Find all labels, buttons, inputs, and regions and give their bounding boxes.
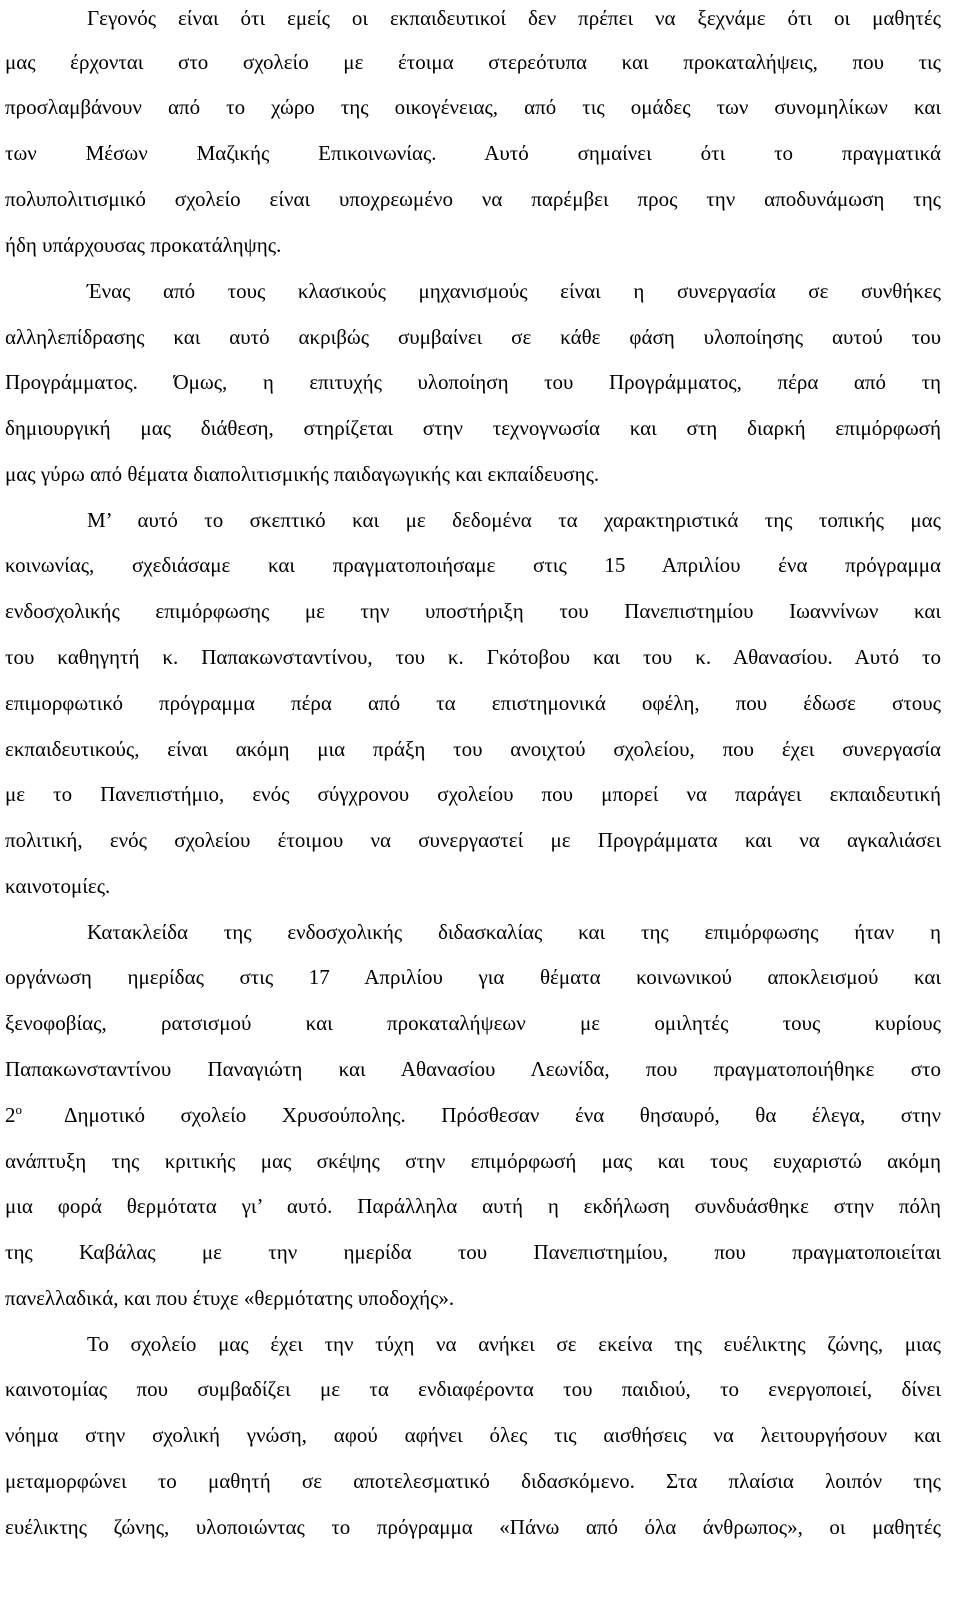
text-line: Μ’ αυτό το σκεπτικό και με δεδομένα τα χαρακτηριστικά της τοπικής μας [87, 508, 941, 532]
text-line: νόημα στην σχολική γνώση, αφού αφήνει όλες τις αισθήσεις να λειτουργήσουν και [5, 1423, 941, 1447]
text-line: ήδη υπάρχουσας προκατάληψης. [5, 233, 282, 257]
text-line: πολιτική, ενός σχολείου έτοιμου να συνεργαστεί με Προγράμματα και να αγκαλιάσει [5, 828, 941, 852]
text-line: προσλαμβάνουν από το χώρο της οικογένειας, από τις ομάδες των συνομηλίκων και [5, 95, 941, 119]
text-line: Παπακωνσταντίνου Παναγιώτη και Αθανασίου Λεωνίδα, που πραγματοποιήθηκε στο [5, 1057, 941, 1081]
text-line: Κατακλείδα της ενδοσχολικής διδασκαλίας και της επιμόρφωσης ήταν η [87, 920, 941, 944]
text-line: των Μέσων Μαζικής Επικοινωνίας. Αυτό σημαίνει ότι το πραγματικά [5, 141, 941, 165]
text-line: Δημοτικό σχολείο Χρυσούπολης. Πρόσθεσαν ένα θησαυρό, θα έλεγα, στην [64, 1103, 941, 1127]
text-line: πανελλαδικά, και που έτυχε «θερμότατης υποδοχής». [5, 1286, 455, 1310]
text-line: Ένας από τους κλασικούς μηχανισμούς είναι η συνεργασία σε συνθήκες [87, 279, 941, 303]
text-line: μας έρχονται στο σχολείο με έτοιμα στερεότυπα και προκαταλήψεις, που τις [5, 50, 941, 74]
text-line: ευέλικτης ζώνης, υλοποιώντας το πρόγραμμα «Πάνω από όλα άνθρωπος», οι μαθητές [5, 1515, 941, 1539]
ordinal-suffix: ο [15, 1102, 22, 1117]
text-line: πολυπολιτισμικό σχολείο είναι υποχρεωμένο να παρέμβει προς την αποδυνάμωση της [5, 187, 941, 211]
text-line: Το σχολείο μας έχει την τύχη να ανήκει σε εκείνα της ευέλικτης ζώνης, μιας [87, 1332, 941, 1356]
text-line: δημιουργική μας διάθεση, στηρίζεται στην τεχνογνωσία και στη διαρκή επιμόρφωσή [5, 416, 941, 440]
text-line: επιμορφωτικό πρόγραμμα πέρα από τα επιστημονικά οφέλη, που έδωσε στους [5, 691, 941, 715]
text-line: ξενοφοβίας, ρατσισμού και προκαταλήψεων με ομιλητές τους κυρίους [5, 1011, 941, 1035]
text-line: εκπαιδευτικούς, είναι ακόμη μια πράξη του ανοιχτού σχολείου, που έχει συνεργασία [5, 737, 941, 761]
text-line: καινοτομίας που συμβαδίζει με τα ενδιαφέροντα του παιδιού, το ενεργοποιεί, δίνει [5, 1377, 941, 1401]
text-line: της Καβάλας με την ημερίδα του Πανεπιστημίου, που πραγματοποιείται [5, 1240, 941, 1264]
text-line: με το Πανεπιστήμιο, ενός σύγχρονου σχολείου που μπορεί να παράγει εκπαιδευτική [5, 782, 941, 806]
text-line: Προγράμματος. Όμως, η επιτυχής υλοποίηση του Προγράμματος, πέρα από τη [5, 370, 941, 394]
text-line: μας γύρω από θέματα διαπολιτισμικής παιδαγωγικής και εκπαίδευσης. [5, 462, 600, 486]
text-line: κοινωνίας, σχεδιάσαμε και πραγματοποιήσαμε στις 15 Απριλίου ένα πρόγραμμα [5, 553, 941, 577]
ordinal-number: 2 [5, 1103, 16, 1127]
text-line: ανάπτυξη της κριτικής μας σκέψης στην επιμόρφωσή μας και τους ευχαριστώ ακόμη [5, 1149, 941, 1173]
text-line: καινοτομίες. [5, 874, 111, 898]
text-line: αλληλεπίδρασης και αυτό ακριβώς συμβαίνει σε κάθε φάση υλοποίησης αυτού του [5, 325, 941, 349]
text-line: οργάνωση ημερίδας στις 17 Απριλίου για θέματα κοινωνικού αποκλεισμού και [5, 965, 941, 989]
text-line: Γεγονός είναι ότι εμείς οι εκπαιδευτικοί δεν πρέπει να ξεχνάμε ότι οι μαθητές [87, 6, 941, 30]
text-line: του καθηγητή κ. Παπακωνσταντίνου, του κ. Γκότοβου και του κ. Αθανασίου. Αυτό το [5, 645, 941, 669]
text-line: μεταμορφώνει το μαθητή σε αποτελεσματικό διδασκόμενο. Στα πλαίσια λοιπόν της [5, 1469, 941, 1493]
text-line: ενδοσχολικής επιμόρφωσης με την υποστήριξη του Πανεπιστημίου Ιωαννίνων και [5, 599, 941, 623]
text-line: μια φορά θερμότατα γι’ αυτό. Παράλληλα αυτή η εκδήλωση συνδυάσθηκε στην πόλη [5, 1194, 941, 1218]
